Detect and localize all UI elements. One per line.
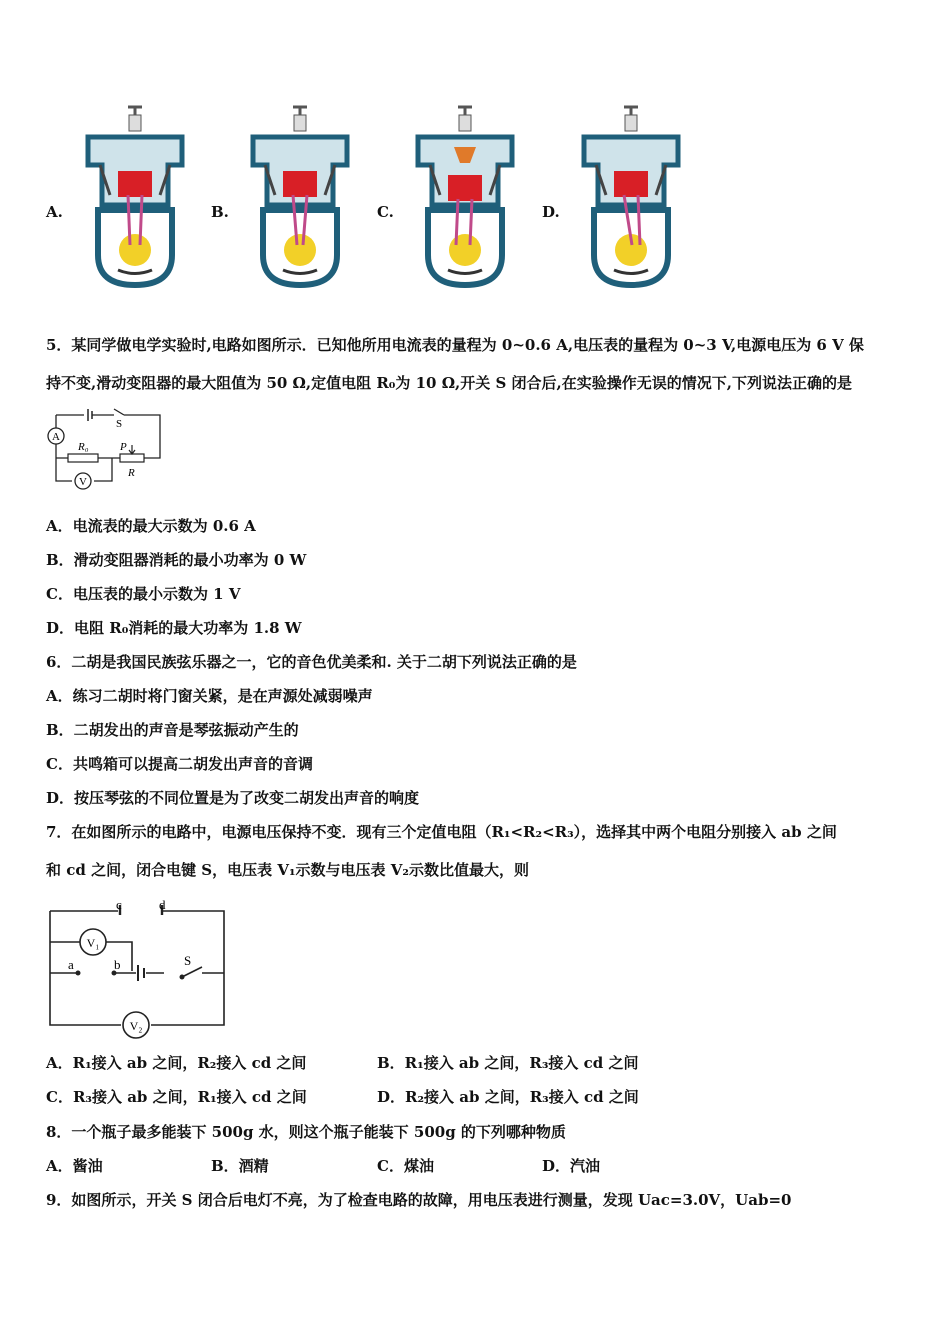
q7-terminal-d: d [159,897,166,912]
q6-option-b: B．二胡发出的声音是琴弦振动产生的 [46,721,299,739]
q8-option-b: B．酒精 [211,1157,269,1175]
engine-diagram-a [80,105,190,290]
q5-switch-label: S [116,418,123,430]
q5-ammeter-label: A [52,431,60,443]
q7-terminal-c: c [116,897,122,912]
q8-option-c: C．煤油 [377,1157,434,1175]
q5-option-d: D．电阻 R₀消耗的最大功率为 1.8 W [46,619,302,637]
engine-option-b-label: B. [211,203,229,221]
q6-option-c: C．共鸣箱可以提高二胡发出声音的音调 [46,755,313,773]
engine-option-a-label: A. [46,203,63,221]
q5-option-a: A．电流表的最大示数为 0.6 A [46,517,256,535]
q7-option-c: C．R₃接入 ab 之间，R₁接入 cd 之间 [46,1088,307,1106]
engine-diagram-c [410,105,520,290]
q9-stem: 9．如图所示，开关 S 闭合后电灯不亮，为了检查电路的故障，用电压表进行测量，发现 Uac=3.0V，Uab=0 [46,1191,792,1209]
q7-option-b: B．R₁接入 ab 之间，R₃接入 cd 之间 [377,1054,639,1072]
q7-option-a: A．R₁接入 ab 之间，R₂接入 cd 之间 [46,1054,307,1072]
q5-circuit-diagram [44,403,174,493]
q7-switch-label: S [184,953,192,968]
q6-option-a: A．练习二胡时将门窗关紧，是在声源处减弱噪声 [46,687,373,705]
q5-stem-line1: 5．某同学做电学实验时,电路如图所示．已知他所用电流表的量程为 0~0.6 A,电压表的量程为 0~3 V,电源电压为 6 V 保 [46,336,864,354]
q8-option-a: A．酱油 [46,1157,103,1175]
q7-terminal-a: a [68,957,74,972]
q7-option-d: D．R₂接入 ab 之间，R₃接入 cd 之间 [377,1088,639,1106]
q7-circuit-diagram [42,895,232,1040]
q5-rheostat-label: R [128,467,135,479]
q7-v1-label: V₁ [86,936,100,950]
q7-stem-line2: 和 cd 之间，闭合电键 S，电压表 V₁示数与电压表 V₂示数比值最大，则 [46,861,529,879]
q6-stem: 6．二胡是我国民族弦乐器之一，它的音色优美柔和. 关于二胡下列说法正确的是 [46,653,577,671]
q5-option-c: C．电压表的最小示数为 1 V [46,585,241,603]
q8-option-d: D．汽油 [542,1157,601,1175]
q5-option-b: B．滑动变阻器消耗的最小功率为 0 W [46,551,307,569]
q5-slider-label: P [120,441,127,453]
q7-stem-line1: 7．在如图所示的电路中，电源电压保持不变．现有三个定值电阻（R₁<R₂<R₃），选择其中两个电阻分别接入 ab 之间 [46,823,837,841]
q5-voltmeter-label: V [79,476,87,488]
q5-stem-line2: 持不变,滑动变阻器的最大阻值为 50 Ω,定值电阻 R₀为 10 Ω,开关 S 闭合后,在实验操作无误的情况下,下列说法正确的是 [46,374,852,392]
q7-terminal-b: b [114,957,121,972]
engine-diagram-b [245,105,355,290]
q7-v2-label: V₂ [129,1019,143,1033]
q6-option-d: D．按压琴弦的不同位置是为了改变二胡发出声音的响度 [46,789,420,807]
engine-option-c-label: C. [377,203,394,221]
engine-diagram-d [576,105,686,290]
q8-stem: 8．一个瓶子最多能装下 500g 水，则这个瓶子能装下 500g 的下列哪种物质 [46,1123,566,1141]
engine-option-d-label: D. [542,203,560,221]
q5-r0-label: R₀ [78,441,89,453]
